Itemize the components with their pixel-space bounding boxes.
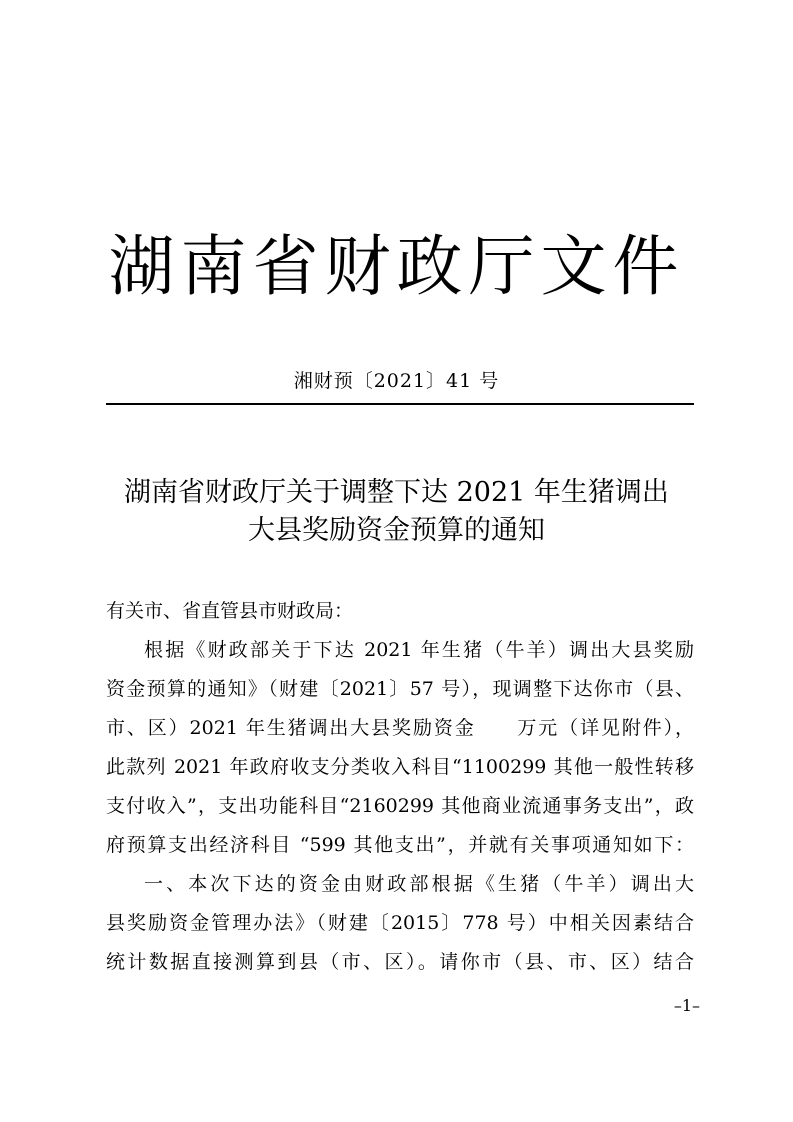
paragraph-line: 资金预算的通知》（财建〔2021〕57 号），现调整下达你市（县、 <box>106 678 694 700</box>
page-number: –1– <box>673 996 700 1015</box>
paragraph-line: 支付收入”，支出功能科目“2160299 其他商业流通事务支出”，政 <box>106 795 694 817</box>
issuer-header-title: 湖南省财政厅文件 <box>108 228 685 305</box>
paragraph-line: 市、区）2021 年生猪调出大县奖励资金 万元（详见附件）， <box>106 717 694 739</box>
document-body <box>106 592 694 982</box>
paragraph-line: 县奖励资金管理办法》（财建〔2015〕778 号）中相关因素结合 <box>106 912 694 934</box>
paragraph-line: 此款列 2021 年政府收支分类收入科目“1100299 其他一般性转移 <box>106 756 694 778</box>
salutation: 有关市、省直管县市财政局： <box>106 600 354 622</box>
paragraph-line: 根据《财政部关于下达 2021 年生猪（牛羊）调出大县奖励 <box>144 639 694 661</box>
document-subject <box>90 474 703 550</box>
paragraph-line: 府预算支出经济科目 “599 其他支出”，并就有关事项通知如下： <box>106 834 694 856</box>
paragraph-line: 统计数据直接测算到县（市、区）。请你市（县、市、区）结合 <box>106 951 694 973</box>
subject-line: 湖南省财政厅关于调整下达 2021 年生猪调出 <box>124 477 669 508</box>
paragraph-line: 一、本次下达的资金由财政部根据《生猪（牛羊）调出大 <box>144 873 694 895</box>
header-divider-line <box>106 403 694 405</box>
subject-line: 大县奖励资金预算的通知 <box>248 515 545 546</box>
document-number: 湘财预〔2021〕41 号 <box>293 370 500 392</box>
